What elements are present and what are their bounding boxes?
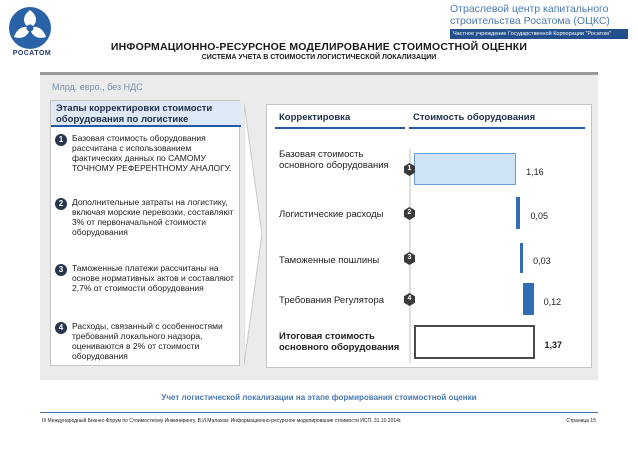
step-marker-icon: [404, 252, 415, 265]
step-text: Таможенные платежи рассчитаны на основе нормативных актов и составляют 2,7% от стоимости оборудования: [72, 263, 234, 293]
page-title: ИНФОРМАЦИОННО-РЕСУРСНОЕ МОДЕЛИРОВАНИЕ СТОИМОСТНОЙ ОЦЕНКИ: [110, 41, 528, 53]
footer-text: III Международный Бизнес-Форум по Стоимостному Инжинирингу. В.И.Малахов: Информационно-ресурсное моделирование стоимости ИСП. 31.10.2014г.: [42, 418, 402, 424]
row-label-customs: Таможенные пошлины: [279, 255, 380, 266]
org-subtitle-bar: [450, 29, 628, 39]
step-number-badge: 1: [55, 134, 67, 146]
org-name-line2: строительства Росатома (ОЦКС): [450, 15, 610, 27]
units-label: Млрд. евро., без НДС: [52, 82, 143, 92]
step-marker-icon: [404, 293, 415, 306]
chart-bar: [414, 325, 535, 359]
step-marker-icon: [404, 207, 415, 220]
step-number-badge: 2: [55, 198, 67, 210]
chart-bar: [516, 197, 520, 229]
chart-bar: [523, 283, 534, 315]
column-header-adjustment: Корректировка: [279, 112, 351, 123]
row-label-total: Итоговая стоимость основного оборудования: [279, 331, 400, 353]
chart-value-label: 0,03: [533, 256, 551, 266]
step-marker-icon: [404, 163, 415, 176]
column-header-underline: [409, 127, 585, 129]
row-label-logistics: Логистические расходы: [279, 209, 384, 220]
steps-panel-heading: Этапы корректировки стоимости оборудования по логистике: [51, 101, 241, 127]
chart-bar: [520, 243, 523, 273]
step-text: Расходы, связанный с особенностями требований локального надзора, оцениваются в 2% от стоимости оборудования: [72, 321, 223, 361]
chart-value-label: 1,16: [526, 167, 544, 177]
chevron-right-icon: [244, 103, 262, 365]
footer-divider: [40, 412, 598, 413]
steps-panel: [50, 100, 240, 366]
column-header-cost: Стоимость оборудования: [413, 112, 536, 123]
column-header-underline: [275, 127, 405, 129]
row-label-base-cost: Базовая стоимость основного оборудования: [279, 149, 389, 171]
step-marker-number: 1: [407, 165, 412, 172]
organization-block: [450, 3, 628, 39]
slide-caption: Учет логистической локализации на этапе формирования стоимостной оценки: [161, 393, 477, 402]
step-text: Базовая стоимость оборудования рассчитана с использованием фактических данных по САМОМУ ТОЧНОМУ РЕФЕРЕНТНОМУ АНАЛОГУ.: [72, 133, 232, 173]
org-subtitle: Частное учреждение Государственной Корпорации "Росатом": [453, 31, 611, 37]
page-number: Страница 15: [566, 418, 596, 424]
step-marker-number: 2: [407, 209, 412, 216]
chart-value-label: 1,37: [544, 340, 563, 350]
page-subtitle: СИСТЕМА УЧЕТА В СТОИМОСТИ ЛОГИСТИЧЕСКОЙ ЛОКАЛИЗАЦИИ: [201, 54, 437, 61]
org-name-line1: Отраслевой центр капитального: [450, 3, 609, 15]
cost-adjustment-panel: [266, 104, 592, 368]
logo-text: РОСАТОМ: [12, 50, 52, 57]
chart-value-label: 0,12: [543, 297, 562, 307]
row-label-regulator: Требования Регулятора: [279, 295, 385, 306]
step-number-badge: 4: [55, 322, 67, 334]
step-text: Дополнительные затраты на логистику, включая морские перевозки, составляют 3% от первоначальной стоимости оборудования: [72, 197, 234, 237]
step-marker-number: 4: [407, 295, 412, 302]
step-number-badge: 3: [55, 264, 67, 276]
chart-bar: [414, 153, 516, 185]
chart-value-label: 0,05: [530, 211, 548, 221]
step-marker-number: 3: [407, 254, 412, 261]
